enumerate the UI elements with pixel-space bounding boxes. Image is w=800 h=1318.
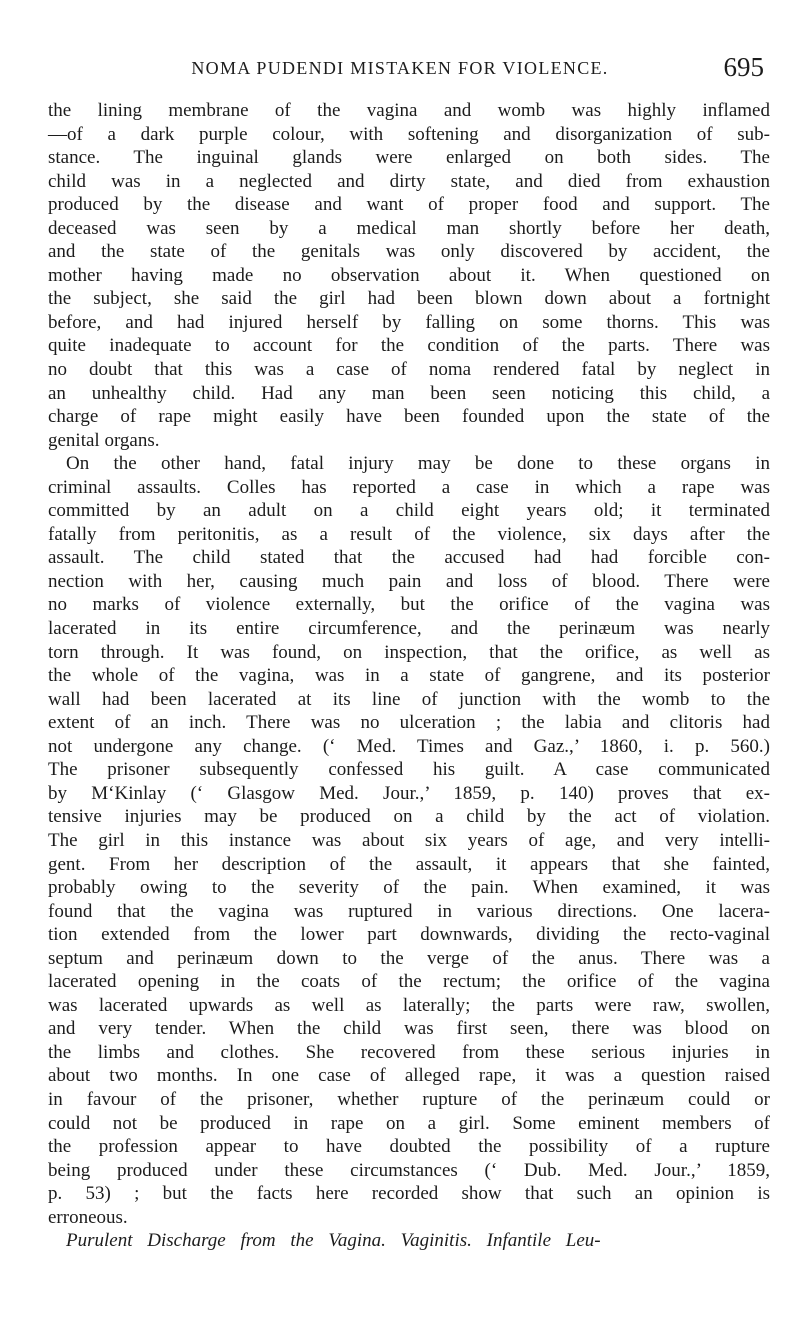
text-line: nection with her, causing much pain and loss of blood. There were xyxy=(48,570,770,592)
text-line: erroneous. xyxy=(48,1206,128,1228)
text-line: charge of rape might easily have been founded upon the state of the xyxy=(48,406,770,428)
text-line: the profession appear to have doubted the possibility of a rupture xyxy=(48,1136,770,1158)
body-text xyxy=(48,99,770,1253)
text-line: by M‘Kinlay (‘ Glasgow Med. Jour.,’ 1859, p. 140) proves that ex- xyxy=(48,782,770,804)
text-line: committed by an adult on a child eight years old; it terminated xyxy=(48,500,770,522)
text-line: was lacerated upwards as well as laterally; the parts were raw, swollen, xyxy=(48,994,770,1016)
text-line: torn through. It was found, on inspection, that the orifice, as well as xyxy=(48,641,770,663)
text-line: before, and had injured herself by falling on some thorns. This was xyxy=(48,311,770,333)
text-line: about two months. In one case of alleged rape, it was a question raised xyxy=(48,1065,770,1087)
text-line: and very tender. When the child was first seen, there was blood on xyxy=(48,1018,770,1040)
text-line: could not be produced in rape on a girl. Some eminent members of xyxy=(48,1112,770,1134)
text-line: On the other hand, fatal injury may be done to these organs in xyxy=(66,453,770,475)
text-line: quite inadequate to account for the condition of the parts. There was xyxy=(48,335,770,357)
text-line: lacerated in its entire circumference, and the perinæum was nearly xyxy=(48,618,770,640)
running-head xyxy=(0,52,800,88)
text-line: genital organs. xyxy=(48,429,160,451)
text-line: extent of an inch. There was no ulceration ; the labia and clitoris had xyxy=(48,712,770,734)
text-line: tion extended from the lower part downwards, dividing the recto-vaginal xyxy=(48,924,770,946)
text-line: an unhealthy child. Had any man been seen noticing this child, a xyxy=(48,382,770,404)
text-line: deceased was seen by a medical man shortly before her death, xyxy=(48,217,770,239)
text-line: the lining membrane of the vagina and womb was highly inflamed xyxy=(48,100,770,121)
text-line: septum and perinæum down to the verge of the anus. There was a xyxy=(48,947,770,969)
text-line: no marks of violence externally, but the orifice of the vagina was xyxy=(48,594,770,616)
text-line: The girl in this instance was about six years of age, and very intelli- xyxy=(48,829,770,851)
text-line: the whole of the vagina, was in a state of gangrene, and its posterior xyxy=(48,665,770,687)
text-line: The prisoner subsequently confessed his guilt. A case communicated xyxy=(48,759,770,781)
text-line: stance. The inguinal glands were enlarged on both sides. The xyxy=(48,147,770,169)
text-line: no doubt that this was a case of noma rendered fatal by neglect in xyxy=(48,359,770,381)
text-line: p. 53) ; but the facts here recorded show that such an opinion is xyxy=(48,1183,770,1205)
text-line: lacerated opening in the coats of the rectum; the orifice of the vagina xyxy=(48,971,770,993)
page-number: 695 xyxy=(723,52,764,82)
text-line: probably owing to the severity of the pain. When examined, it was xyxy=(48,877,770,899)
text-line: in favour of the prisoner, whether rupture of the perinæum could or xyxy=(48,1088,770,1110)
text-line: assault. The child stated that the accused had had forcible con- xyxy=(48,547,770,569)
text-line: fatally from peritonitis, as a result of the violence, six days after the xyxy=(48,523,770,545)
text-line: being produced under these circumstances (‘ Dub. Med. Jour.,’ 1859, xyxy=(48,1159,770,1181)
text-line: mother having made no observation about it. When questioned on xyxy=(48,264,770,286)
text-line: criminal assaults. Colles has reported a case in which a rape was xyxy=(48,476,770,498)
text-line: —of a dark purple colour, with softening and disorganization of sub- xyxy=(48,123,770,145)
text-line: gent. From her description of the assault, it appears that she fainted, xyxy=(48,853,770,875)
text-line: child was in a neglected and dirty state, and died from exhaustion xyxy=(48,170,770,192)
section-subheading-line: Purulent Discharge from the Vagina. Vaginitis. Infantile Leu- xyxy=(66,1230,601,1252)
text-line: produced by the disease and want of proper food and support. The xyxy=(48,194,770,216)
running-title: NOMA PUDENDI MISTAKEN FOR VIOLENCE. xyxy=(191,58,609,78)
text-line: and the state of the genitals was only discovered by accident, the xyxy=(48,241,770,263)
text-line: the limbs and clothes. She recovered from these serious injuries in xyxy=(48,1041,770,1063)
text-line: the subject, she said the girl had been blown down about a fortnight xyxy=(48,288,770,310)
text-line: wall had been lacerated at its line of junction with the womb to the xyxy=(48,688,770,710)
text-line: found that the vagina was ruptured in various directions. One lacera- xyxy=(48,900,770,922)
text-line: tensive injuries may be produced on a child by the act of violation. xyxy=(48,806,770,828)
text-line: not undergone any change. (‘ Med. Times and Gaz.,’ 1860, i. p. 560.) xyxy=(48,735,770,757)
